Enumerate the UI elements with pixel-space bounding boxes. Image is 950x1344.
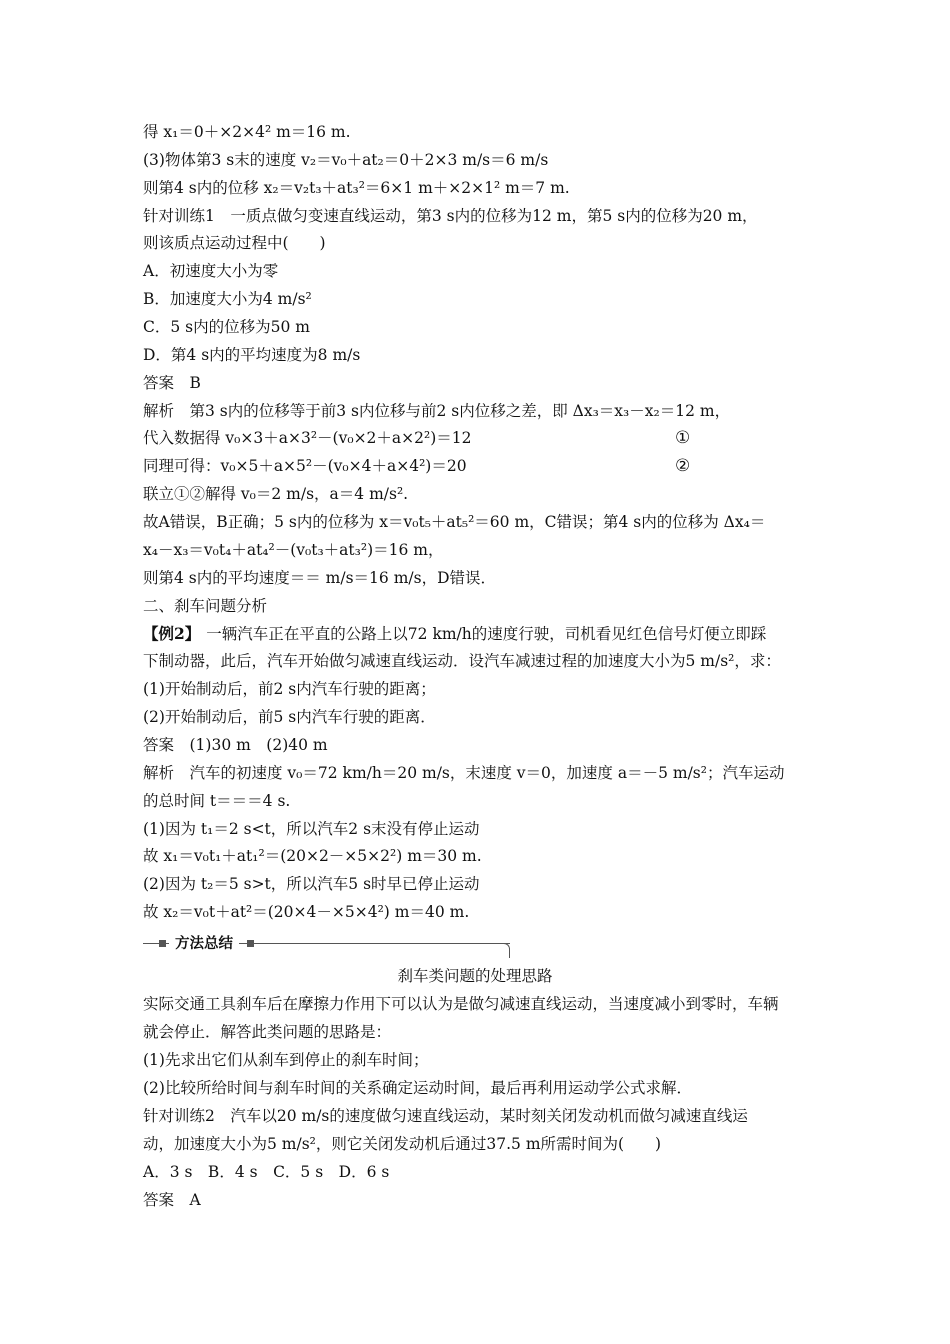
example-text: 一辆汽车正在平直的公路上以72 km/h的速度行驶，司机看见红色信号灯便立即踩 xyxy=(206,625,767,643)
equation-1: 代入数据得 v₀×3＋a×3²－(v₀×2＋a×2²)＝12 xyxy=(143,429,472,447)
text-line: 则第4 s内的位移 x₂＝v₂t₃＋at₃²＝6×1 m＋×2×1² m＝7 m. xyxy=(143,179,570,197)
text-line: 实际交通工具刹车后在摩擦力作用下可以认为是做匀减速直线运动，当速度减小到零时，车辆 xyxy=(143,995,779,1013)
option-c: C．5 s内的位移为50 m xyxy=(143,318,310,336)
answer-line: 答案 B xyxy=(143,374,201,392)
section-heading: 二、刹车问题分析 xyxy=(143,597,268,615)
text-line: 故A错误，B正确；5 s内的位移为 x＝v₀t₅＋at₅²＝60 m，C错误；第4 s内的位移为 Δx₄＝ xyxy=(143,513,766,531)
text-line: (1)先求出它们从刹车到停止的刹车时间； xyxy=(143,1051,429,1069)
text-line: 则第4 s内的平均速度＝＝ m/s＝16 m/s，D错误． xyxy=(143,569,496,587)
text-line: (1)开始制动后，前2 s内汽车行驶的距离； xyxy=(143,680,436,698)
equation-marker-2: ② xyxy=(675,456,691,476)
option-d: D．第4 s内的平均速度为8 m/s xyxy=(143,346,361,364)
equation-2: 同理可得：v₀×5＋a×5²－(v₀×4＋a×4²)＝20 xyxy=(143,457,467,475)
exercise-1-question: 针对训练1 一质点做匀变速直线运动，第3 s内的位移为12 m，第5 s内的位移为20 m， xyxy=(143,207,758,225)
text-line: 则该质点运动过程中( ) xyxy=(143,234,326,252)
text-line: (2)开始制动后，前5 s内汽车行驶的距离． xyxy=(143,708,436,726)
text-line: (3)物体第3 s末的速度 v₂＝v₀＋at₂＝0＋2×3 m/s＝6 m/s xyxy=(143,151,549,169)
example-2-question xyxy=(143,623,766,645)
text-line: 就会停止．解答此类问题的思路是： xyxy=(143,1023,392,1041)
text-line: (2)因为 t₂＝5 s>t，所以汽车5 s时早已停止运动 xyxy=(143,875,480,893)
text-line: 故 x₂＝v₀t＋at²＝(20×4－×5×4²) m＝40 m. xyxy=(143,903,470,921)
text-line: 下制动器，此后，汽车开始做匀减速直线运动．设汽车减速过程的加速度大小为5 m/s²，求： xyxy=(143,652,781,670)
exercise-2-question: 针对训练2 汽车以20 m/s的速度做匀速直线运动，某时刻关闭发动机而做匀减速直线运 xyxy=(143,1107,748,1125)
text-line: (1)因为 t₁＝2 s<t，所以汽车2 s末没有停止运动 xyxy=(143,820,480,838)
option-a: A．初速度大小为零 xyxy=(143,262,279,280)
text-line: (2)比较所给时间与刹车时间的关系确定运动时间，最后再利用运动学公式求解． xyxy=(143,1079,692,1097)
method-summary-label: 方法总结 xyxy=(169,934,239,954)
analysis-line: 解析 第3 s内的位移等于前3 s内位移与前2 s内位移之差，即 Δx₃＝x₃－x₂＝12 m， xyxy=(143,402,731,420)
text-line: 得 x₁＝0＋×2×4² m＝16 m. xyxy=(143,123,351,141)
text-line: 联立①②解得 v₀＝2 m/s，a＝4 m/s². xyxy=(143,485,409,503)
equation-marker-1: ① xyxy=(675,428,691,448)
text-line: 故 x₁＝v₀t₁＋at₁²＝(20×2－×5×2²) m＝30 m. xyxy=(143,847,482,865)
text-line: 的总时间 t＝＝＝4 s. xyxy=(143,792,291,810)
options-line: A．3 s B．4 s C．5 s D．6 s xyxy=(143,1163,390,1181)
method-title: 刹车类问题的处理思路 xyxy=(397,967,553,985)
example-tag: 【例2】 xyxy=(143,624,201,643)
text-line: x₄－x₃＝v₀t₄＋at₄²－(v₀t₃＋at₃²)＝16 m， xyxy=(143,541,444,559)
text-line: 动，加速度大小为5 m/s²，则它关闭发动机后通过37.5 m所需时间为( ) xyxy=(143,1135,662,1153)
option-b: B．加速度大小为4 m/s² xyxy=(143,290,312,308)
method-summary-header xyxy=(143,937,520,957)
analysis-line: 解析 汽车的初速度 v₀＝72 km/h＝20 m/s，末速度 v＝0，加速度 a＝－5 m/s²；汽车运动 xyxy=(143,764,785,782)
answer-line: 答案 (1)30 m (2)40 m xyxy=(143,736,328,754)
answer-line: 答案 A xyxy=(143,1191,201,1209)
